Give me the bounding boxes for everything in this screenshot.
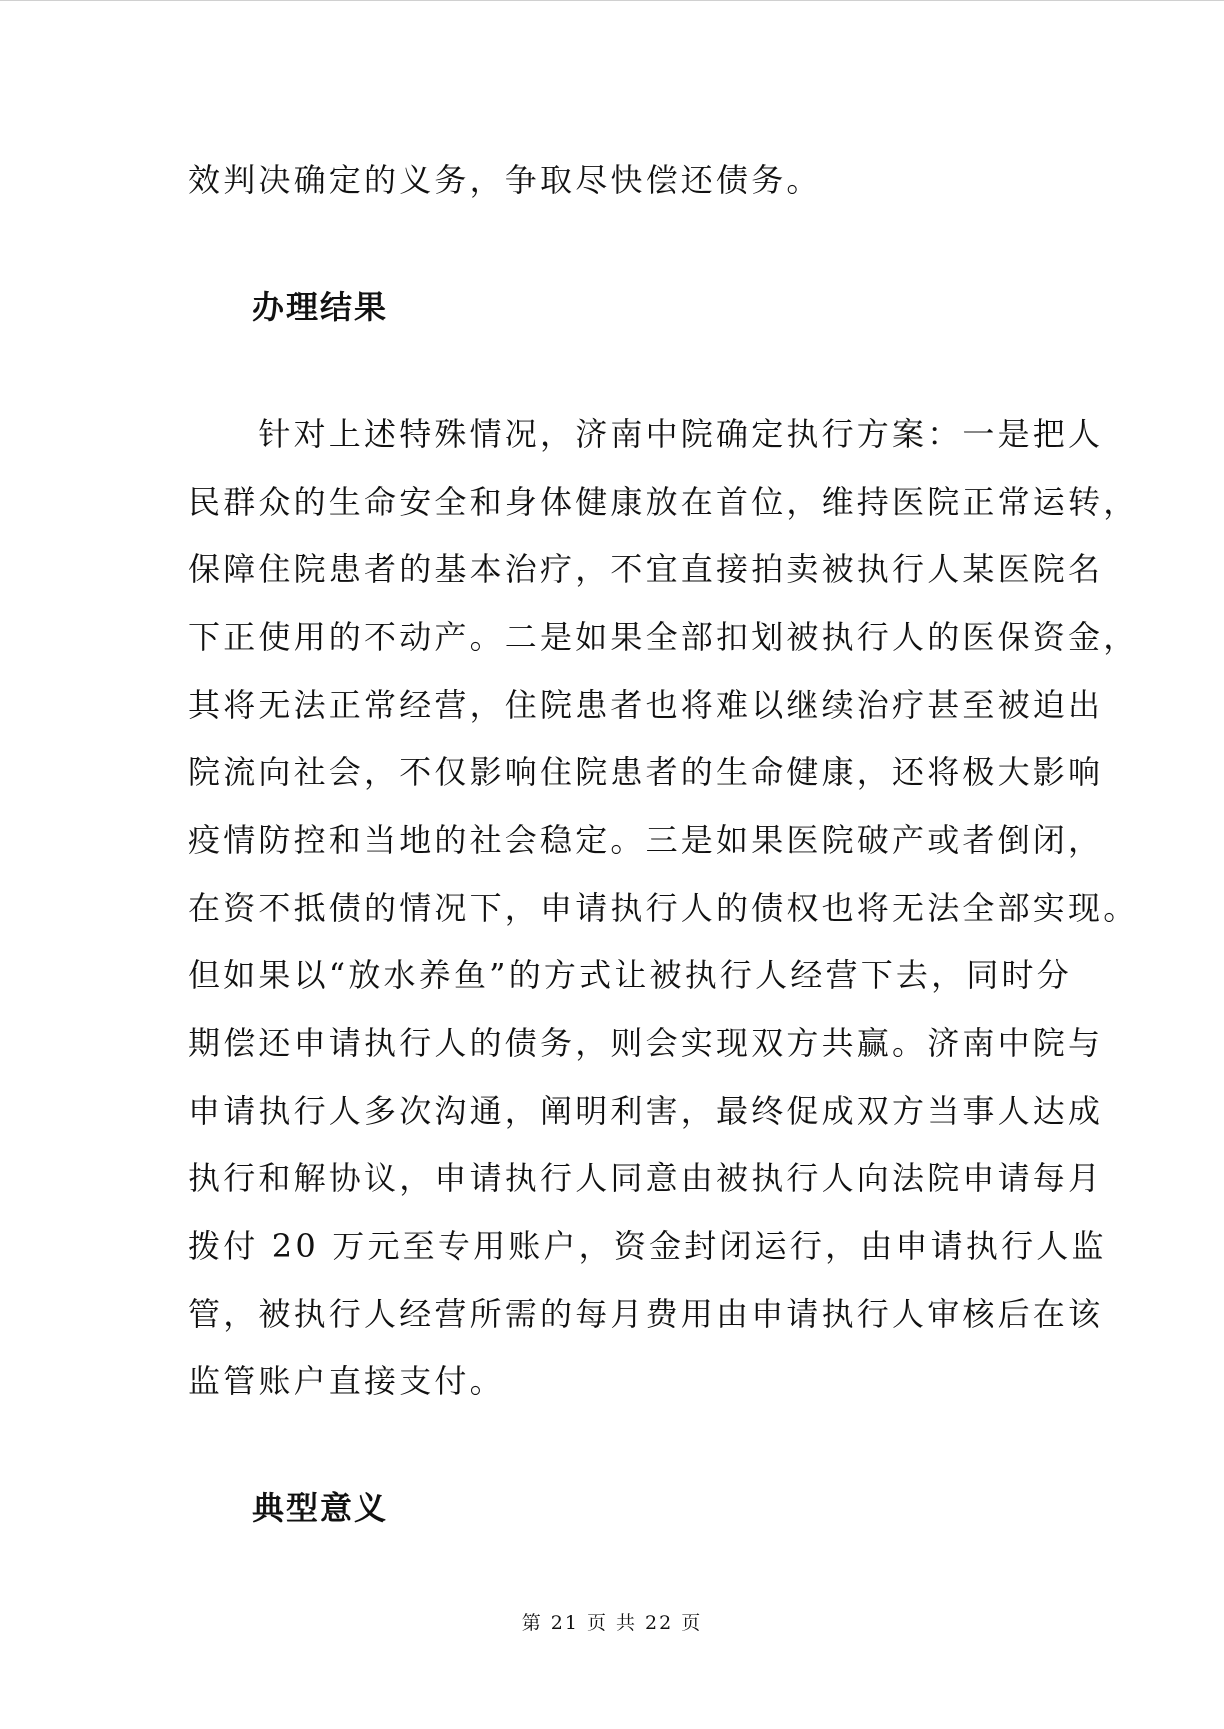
paragraph-line: 保障住院患者的基本治疗，不宜直接拍卖被执行人某医院名 [188, 550, 1104, 588]
paragraph-line: 其将无法正常经营，住院患者也将难以继续治疗甚至被迫出 [188, 686, 1104, 724]
page-top-border [0, 0, 1224, 1]
paragraph-line: 在资不抵债的情况下，申请执行人的债权也将无法全部实现。 [188, 889, 1139, 927]
paragraph-line: 民群众的生命安全和身体健康放在首位，维持医院正常运转， [188, 483, 1139, 521]
paragraph-line: 疫情防控和当地的社会稳定。三是如果医院破产或者倒闭， [188, 821, 1104, 859]
section-heading-result: 办理结果 [252, 288, 389, 326]
paragraph-line: 拨付 20 万元至专用账户，资金封闭运行，由申请执行人监 [188, 1227, 1107, 1265]
paragraph-line: 下正使用的不动产。二是如果全部扣划被执行人的医保资金， [188, 618, 1139, 656]
section-heading-significance: 典型意义 [252, 1489, 389, 1527]
paragraph-line: 但如果以“放水养鱼”的方式让被执行人经营下去，同时分 [188, 956, 1072, 994]
paragraph-line: 申请执行人多次沟通，阐明利害，最终促成双方当事人达成 [188, 1092, 1104, 1130]
paragraph-line: 针对上述特殊情况，济南中院确定执行方案：一是把人 [188, 415, 1104, 453]
page-number-footer: 第 21 页 共 22 页 [521, 1612, 703, 1634]
paragraph-line: 监管账户直接支付。 [188, 1362, 505, 1400]
paragraph-line: 院流向社会，不仅影响住院患者的生命健康，还将极大影响 [188, 753, 1104, 791]
continuation-line: 效判决确定的义务，争取尽快偿还债务。 [188, 161, 822, 199]
paragraph-line: 执行和解协议，申请执行人同意由被执行人向法院申请每月 [188, 1159, 1104, 1197]
paragraph-line: 期偿还申请执行人的债务，则会实现双方共赢。济南中院与 [188, 1024, 1104, 1062]
paragraph-line: 管，被执行人经营所需的每月费用由申请执行人审核后在该 [188, 1295, 1104, 1333]
